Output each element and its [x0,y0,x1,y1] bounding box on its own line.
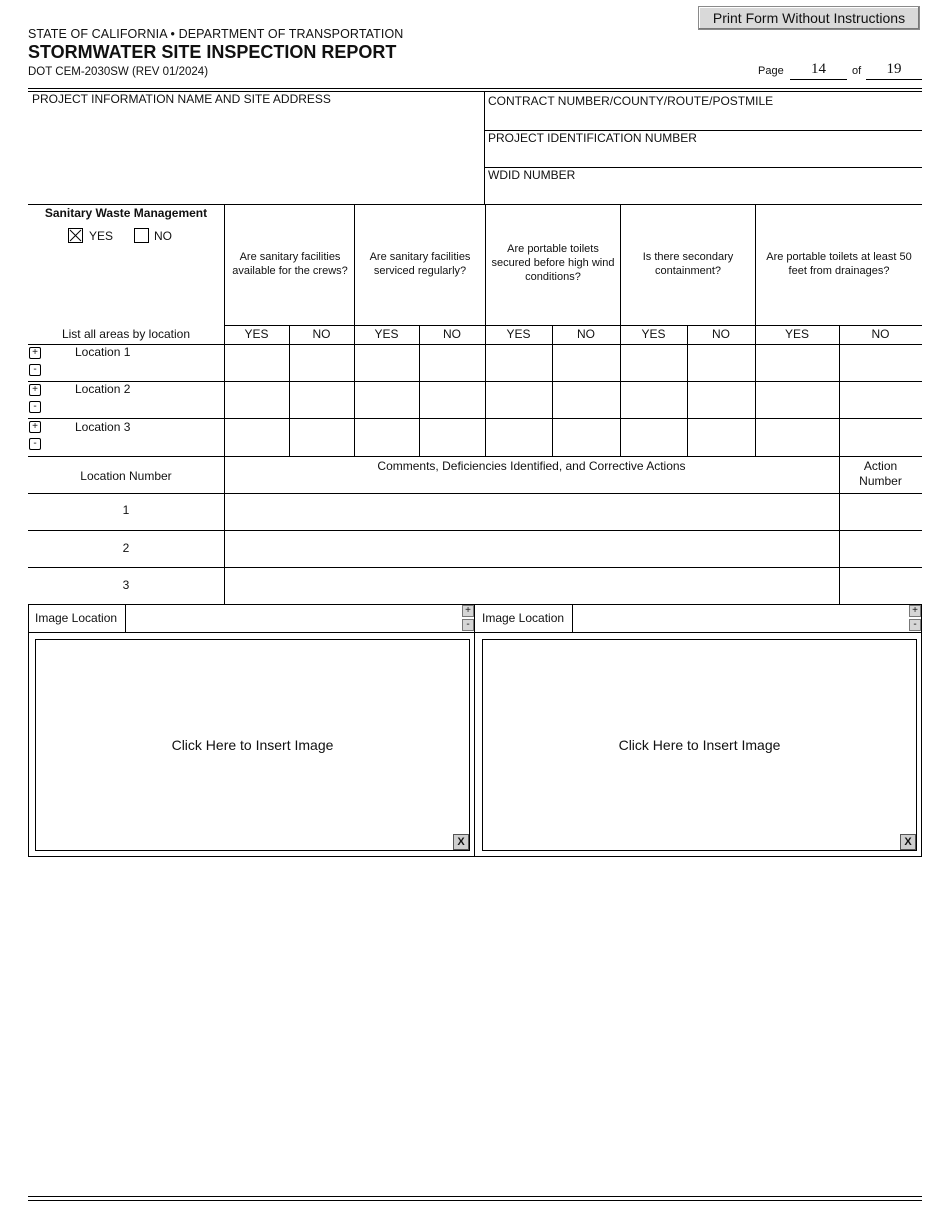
yes-col-1: YES [244,327,269,341]
divider [484,92,485,204]
no-checkbox[interactable] [134,228,149,243]
divider [28,456,922,457]
action-label-line-1: Action [863,459,898,473]
image-location-field-left[interactable] [127,606,459,631]
col-divider [687,325,688,456]
question-2: Are sanitary facilities serviced regularly? [369,251,471,277]
no-col-5: NO [871,327,890,341]
question-1: Are sanitary facilities available for the crews? [232,251,348,277]
add-row-button[interactable]: + [29,347,41,359]
divider [28,530,922,531]
clear-image-button-right[interactable]: X [900,834,916,850]
project-id-field[interactable] [486,145,922,167]
remove-image-button-left[interactable]: - [462,619,474,631]
remove-row-button[interactable]: - [29,401,41,413]
page-label: Page [758,65,784,77]
image-location-field-right[interactable] [574,606,906,631]
project-info-label: PROJECT INFORMATION NAME AND SITE ADDRESS [32,92,331,106]
yes-col-3: YES [506,327,531,341]
top-rule [28,88,922,89]
no-col-4: NO [712,327,730,341]
question-4: Is there secondary containment? [642,251,734,277]
col-divider [224,204,225,493]
location-3-label: Location 3 [75,420,131,434]
divider [572,605,573,632]
print-form-button[interactable]: Print Form Without Instructions [698,6,920,30]
insert-image-area-left[interactable] [35,639,470,851]
yes-col-4: YES [641,327,666,341]
location-number-label: Location Number [80,469,172,483]
bottom-rule-2 [28,1200,922,1201]
divider [28,493,922,494]
yes-col-2: YES [374,327,399,341]
no-label: NO [154,229,172,243]
no-col-2: NO [443,327,461,341]
comment-row-2-number: 2 [122,541,130,555]
location-2-label: Location 2 [75,382,131,396]
divider [28,632,922,633]
add-image-button-left[interactable]: + [462,605,474,617]
action-label-line-2: Number [859,474,902,488]
form-title: STORMWATER SITE INSPECTION REPORT [28,42,397,62]
wdid-field[interactable] [486,182,922,204]
page-total-field[interactable]: 19 [866,61,922,80]
add-row-button[interactable]: + [29,421,41,433]
col-divider [552,325,553,456]
bottom-rule [28,1196,922,1197]
no-col-3: NO [577,327,595,341]
divider [28,567,922,568]
contract-label: CONTRACT NUMBER/COUNTY/ROUTE/POSTMILE [488,94,774,108]
divider [28,381,922,382]
contract-field[interactable] [486,108,922,130]
image-location-label-left: Image Location [35,611,118,625]
page-number-field[interactable]: 14 [790,61,847,80]
x-mark-icon [69,229,82,242]
col-divider [839,493,840,605]
col-divider [224,493,225,605]
divider [224,325,922,326]
of-label: of [852,65,862,77]
col-divider [419,325,420,456]
no-col-1: NO [312,327,331,341]
clear-image-button-left[interactable]: X [453,834,469,850]
divider [28,344,922,345]
insert-image-label: Click Here to Insert Image [171,737,334,753]
yes-checkbox[interactable] [68,228,83,243]
wdid-label: WDID NUMBER [488,168,576,182]
agency-name: STATE OF CALIFORNIA • DEPARTMENT OF TRANSPORTATION [28,27,404,41]
location-1-label: Location 1 [75,345,131,359]
yes-col-5: YES [784,327,809,341]
remove-image-button-right[interactable]: - [909,619,921,631]
comment-row-1-number: 1 [122,503,130,517]
sanitary-heading: Sanitary Waste Management [44,206,208,220]
image-location-label-right: Image Location [482,611,565,625]
comments-label: Comments, Deficiencies Identified, and Corrective Actions [377,459,686,473]
add-image-button-right[interactable]: + [909,605,921,617]
insert-image-label: Click Here to Insert Image [618,737,781,753]
remove-row-button[interactable]: - [29,364,41,376]
question-3: Are portable toilets secured before high wind conditions? [491,243,615,283]
col-divider [289,325,290,456]
insert-image-area-right[interactable] [482,639,917,851]
list-areas-label: List all areas by location [61,327,191,341]
add-row-button[interactable]: + [29,384,41,396]
yes-label: YES [89,229,114,243]
form-number: DOT CEM-2030SW (REV 01/2024) [28,66,209,78]
remove-row-button[interactable]: - [29,438,41,450]
question-5: Are portable toilets at least 50 feet from drainages? [766,251,912,277]
divider [28,418,922,419]
project-info-field[interactable] [28,108,484,204]
divider [28,204,922,205]
divider [125,605,126,632]
comment-row-3-number: 3 [122,578,130,592]
project-id-label: PROJECT IDENTIFICATION NUMBER [488,131,697,145]
